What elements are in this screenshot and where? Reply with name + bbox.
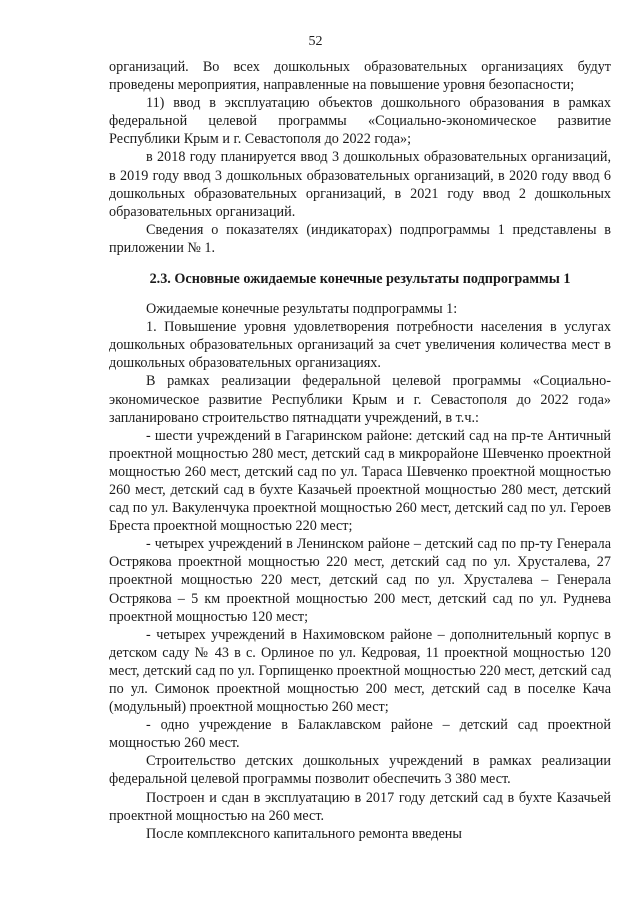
list-item: - четырех учреждений в Ленинском районе – детский сад по пр-ту Генерала Острякова проектной мощностью 220 мест, детский сад по ул. Хрусталева, 27 проектной мощностью 220 мест, детский сад по ул. Хрусталева – Генерала Острякова – 5 км проектной мощностью 200 мест, детский сад по ул. Руднева проектной мощностью 120 мест;	[109, 536, 611, 625]
paragraph: 11) ввод в эксплуатацию объектов дошкольного образования в рамках федеральной целевой программы «Социально-экономическое развитие Республики Крым и г. Севастополя до 2022 года»;	[109, 95, 611, 148]
list-item: - шести учреждений в Гагаринском районе: детский сад на пр-те Античный проектной мощностью 280 мест, детский сад в микрорайоне Шевченко проектной мощностью 260 мест, детский сад по ул. Тараса Шевченко проектной мощностью 260 мест, детский сад в бухте Казачьей проектной мощностью 280 мест, детский сад по ул. Вакуленчука проектной мощностью 260 мест, детский сад по ул. Героев Бреста проектной мощностью 220 мест;	[109, 427, 611, 535]
paragraph: Ожидаемые конечные результаты подпрограммы 1:	[146, 301, 458, 318]
section-heading: 2.3. Основные ожидаемые конечные результаты подпрограммы 1	[149, 271, 571, 288]
list-item: - четырех учреждений в Нахимовском районе – дополнительный корпус в детском саду № 43 в с. Орлиное по ул. Кедровая, 11 проектной мощностью 120 мест, детский сад по ул. Горпищенко проектной мощностью 220 мест, детский сад по ул. Симонок проектной мощностью 200 мест, детский сад в поселке Кача (модульный) проектной мощностью 260 мест;	[109, 626, 611, 716]
list-item: - одно учреждение в Балаклавском районе – детский сад проектной мощностью 260 мест.	[109, 717, 611, 752]
paragraph: 1. Повышение уровня удовлетворения потребности населения в услугах дошкольных образовательных организаций за счет увеличения количества мест в дошкольных образовательных организациях.	[109, 319, 611, 372]
page-number: 52	[308, 34, 323, 49]
paragraph: Строительство детских дошкольных учреждений в рамках реализации федеральной целевой программы позволит обеспечить 3 380 мест.	[109, 753, 611, 788]
paragraph: организаций. Во всех дошкольных образовательных организациях будут проведены мероприятия, направленные на повышение уровня безопасности;	[109, 59, 611, 94]
paragraph: в 2018 году планируется ввод 3 дошкольных образовательных организаций, в 2019 году ввод 3 дошкольных образовательных организаций, в 2020 году ввод 6 дошкольных образовательных организаций, в 2021 году ввод 2 дошкольных образовательных организаций.	[109, 149, 611, 220]
paragraph: Построен и сдан в эксплуатацию в 2017 году детский сад в бухте Казачьей проектной мощностью на 260 мест.	[109, 789, 611, 824]
paragraph: После комплексного капитального ремонта введены	[146, 825, 462, 842]
paragraph: Сведения о показателях (индикаторах) подпрограммы 1 представлены в приложении № 1.	[109, 221, 611, 256]
paragraph: В рамках реализации федеральной целевой программы «Социально-экономическое развитие Республики Крым и г. Севастополя до 2022 года» запланировано строительство пятнадцати учреждений, в т.ч.:	[109, 373, 611, 426]
document-body	[109, 58, 611, 843]
